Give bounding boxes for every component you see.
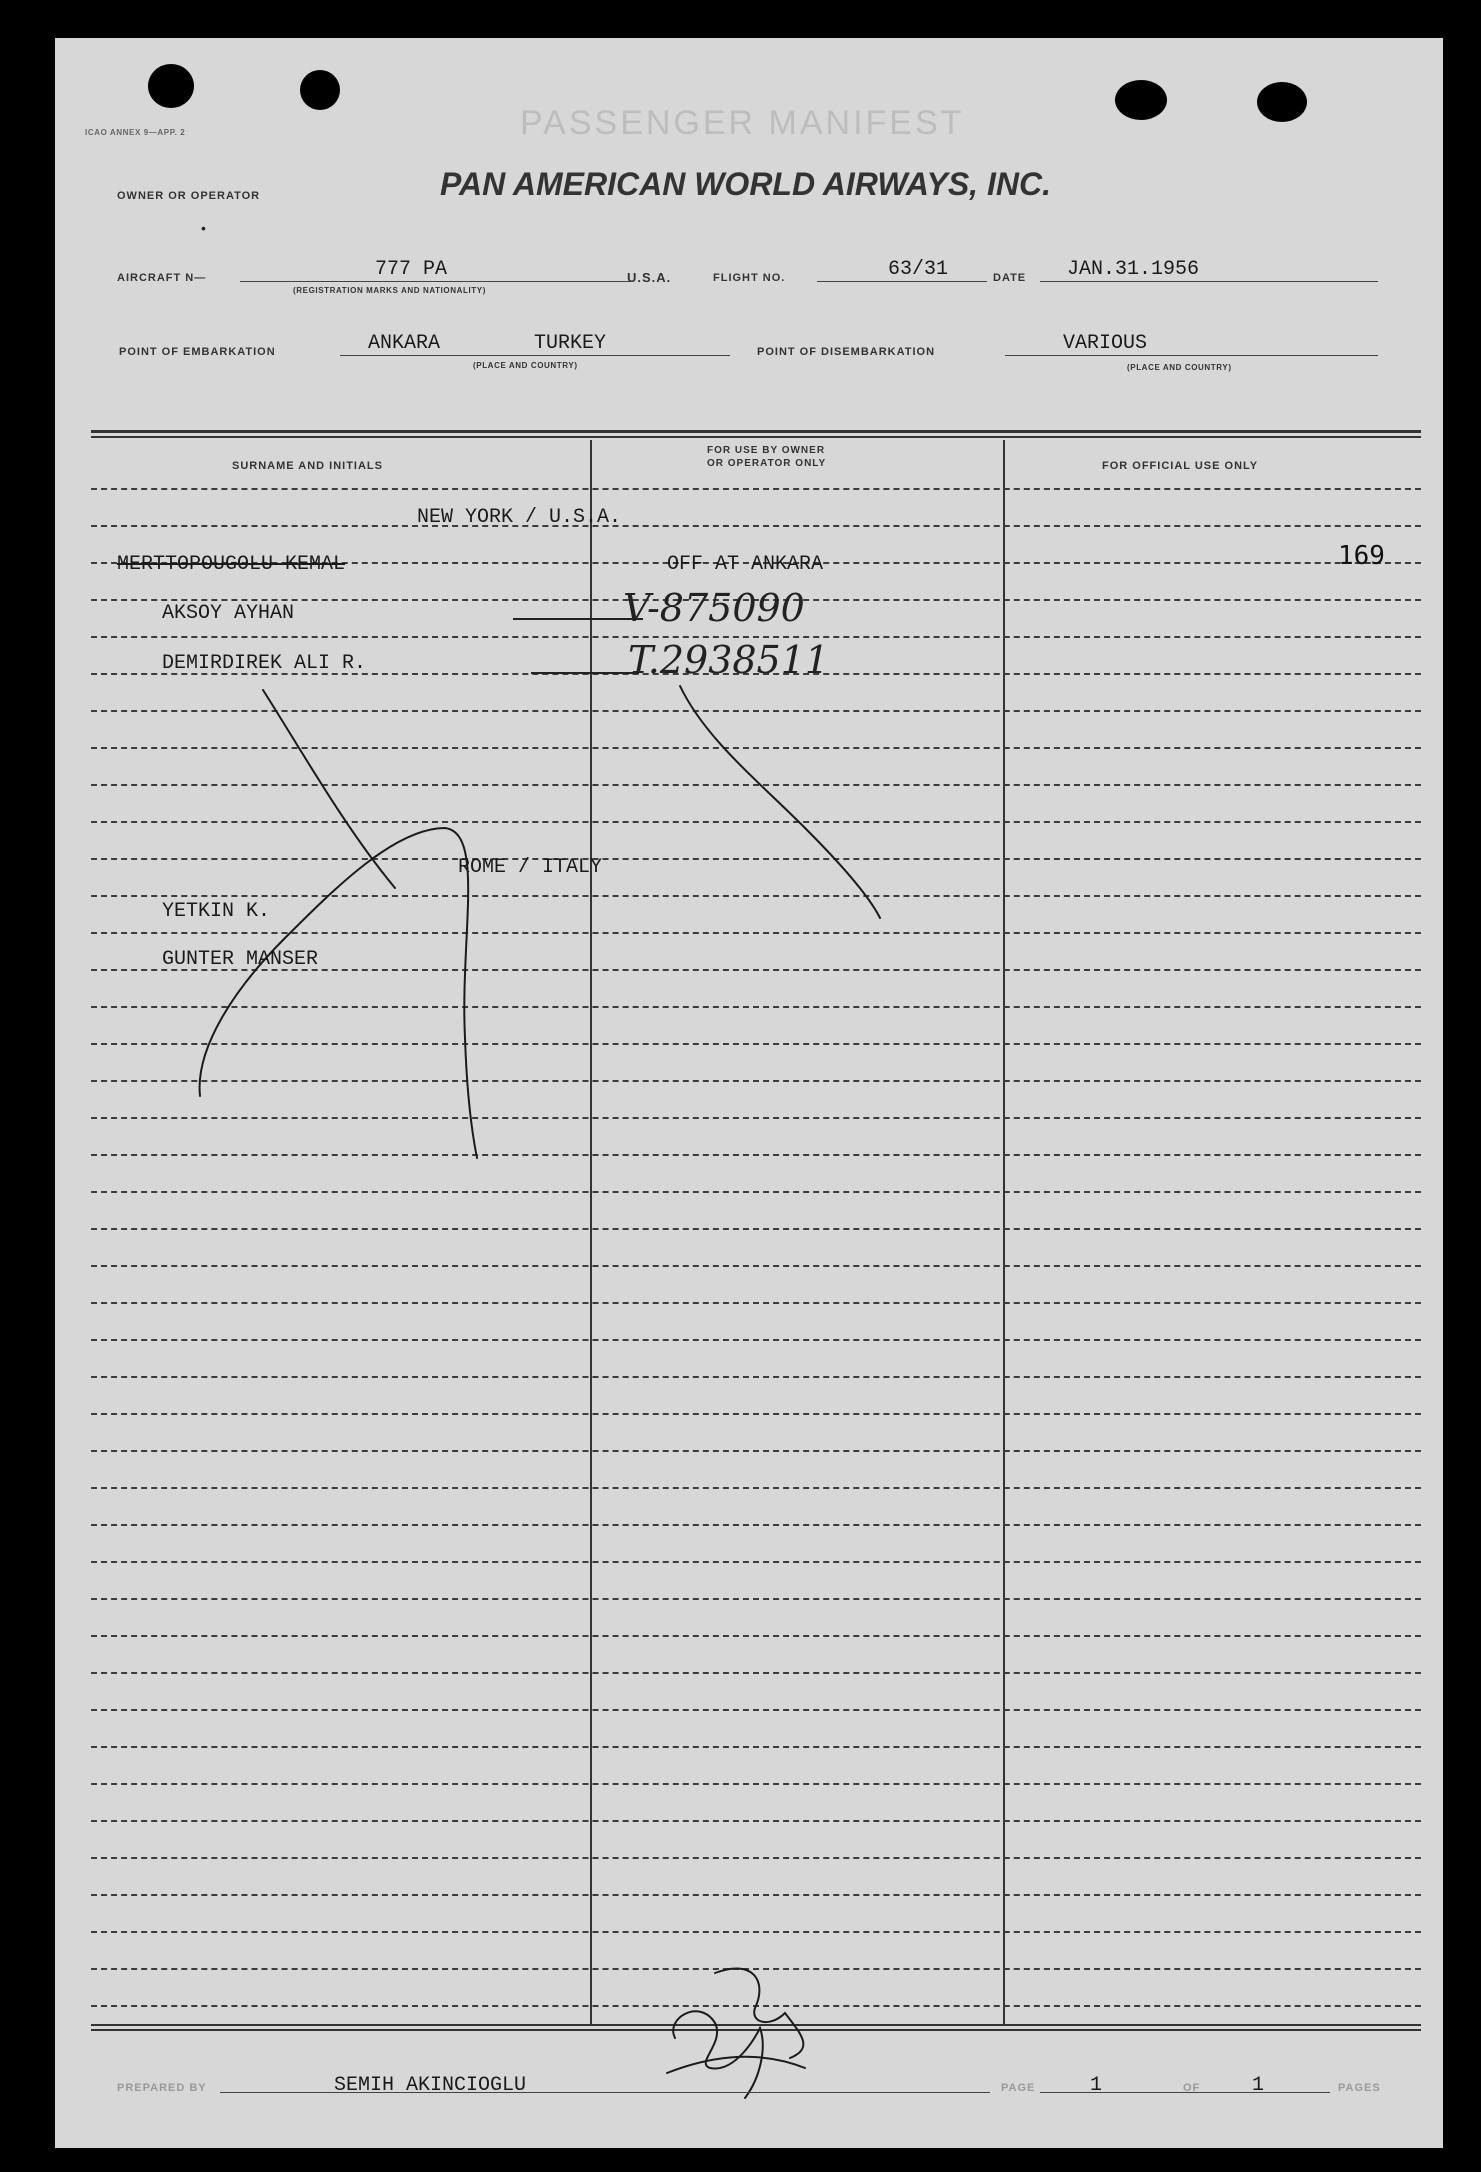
column-header-surname: SURNAME AND INITIALS	[232, 460, 383, 472]
crossed-out-passenger: MERTTOPOUGOLU KEMAL	[117, 553, 346, 576]
passenger-name: YETKIN K.	[162, 900, 271, 923]
page-label: PAGE	[1001, 2082, 1036, 2094]
of-label: OF	[1183, 2082, 1201, 2094]
column-header-official: FOR OFFICIAL USE ONLY	[1102, 460, 1259, 472]
usa-label: U.S.A.	[627, 270, 672, 285]
manifest-sheet	[55, 38, 1443, 2148]
signature	[667, 1968, 805, 2098]
prepared-by-label: PREPARED BY	[117, 2082, 207, 2094]
disembarkation-label: POINT OF DISEMBARKATION	[757, 346, 936, 358]
passenger-name: AKSOY AYHAN	[162, 602, 295, 625]
column-header-operator-1: FOR USE BY OWNER	[707, 445, 826, 456]
form-reference: ICAO ANNEX 9—APP. 2	[85, 128, 186, 137]
passenger-document-number: V-875090	[623, 586, 805, 630]
destination-rome: ROME / ITALY	[458, 856, 603, 879]
column-header-operator-2: OR OPERATOR ONLY	[707, 458, 827, 469]
embarkation-caption: (PLACE AND COUNTRY)	[473, 361, 578, 370]
prepared-by-value: SEMIH AKINCIOGLU	[334, 2074, 527, 2097]
passenger-document-number: T.2938511	[628, 638, 830, 682]
aircraft-label: AIRCRAFT N—	[117, 272, 207, 284]
disembarkation-caption: (PLACE AND COUNTRY)	[1127, 363, 1232, 372]
passenger-name: DEMIRDIREK ALI R.	[162, 652, 367, 675]
embarkation-place: ANKARA	[368, 332, 441, 355]
destination-new-york: NEW YORK / U.S.A.	[417, 506, 622, 529]
disembarkation-value: VARIOUS	[1063, 332, 1148, 355]
bullet-dot: •	[201, 220, 206, 236]
form-title: PASSENGER MANIFEST	[520, 104, 965, 142]
operator-name: PAN AMERICAN WORLD AIRWAYS, INC.	[440, 166, 1051, 202]
embarkation-label: POINT OF EMBARKATION	[119, 346, 276, 358]
handwritten-strokes	[55, 38, 1443, 2148]
date-value: JAN.31.1956	[1067, 258, 1200, 281]
embarkation-country: TURKEY	[534, 332, 607, 355]
page-number: 1	[1090, 2074, 1103, 2097]
owner-label: OWNER OR OPERATOR	[117, 190, 261, 202]
pages-label: PAGES	[1338, 2082, 1381, 2094]
aircraft-caption: (REGISTRATION MARKS AND NATIONALITY)	[293, 286, 486, 295]
date-label: DATE	[993, 272, 1027, 284]
page-total: 1	[1252, 2074, 1265, 2097]
aircraft-value: 777 PA	[375, 258, 448, 281]
passenger-note: OFF AT ANKARA	[667, 553, 824, 576]
flight-value: 63/31	[888, 258, 949, 281]
flight-label: FLIGHT NO.	[713, 272, 786, 284]
stamp-number: 169	[1338, 541, 1385, 571]
passenger-name: GUNTER MANSER	[162, 948, 319, 971]
